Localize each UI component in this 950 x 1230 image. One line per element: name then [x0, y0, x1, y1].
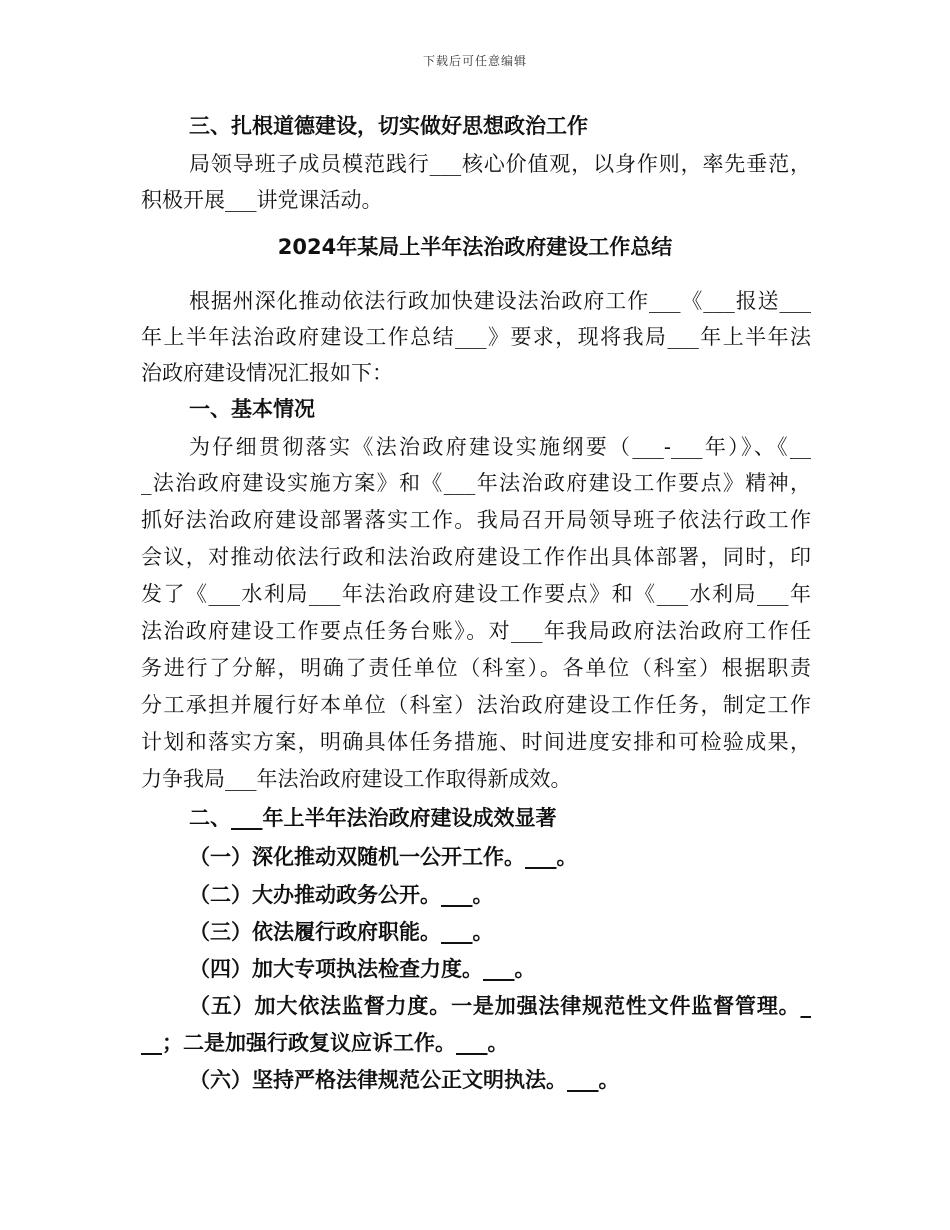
paragraph-line: 会议，对推动依法行政和法治政府建设工作作出具体部署，同时，印 [141, 545, 811, 569]
paragraph-line: 年上半年法治政府建设工作总结___》要求，现将我局___年上半年法 [141, 325, 811, 349]
paragraph-line: 为仔细贯彻落实《法治政府建设实施纲要（___-___年）》、《__ [189, 435, 811, 459]
section-heading-2: 二、___年上半年法治政府建设成效显著 [189, 806, 557, 830]
paragraph-line: 积极开展___讲党课活动。 [141, 188, 383, 212]
paragraph-line: 计划和落实方案，明确具体任务措施、时间进度安排和可检验成果， [141, 730, 811, 754]
paragraph-line: 力争我局___年法治政府建设工作取得新成效。 [141, 767, 572, 791]
paragraph-line: 发了《___水利局___年法治政府建设工作要点》和《___水利局___年 [141, 582, 811, 606]
paragraph-line: 根据州深化推动依法行政加快建设法治政府工作___《___报送___ [189, 289, 811, 313]
paragraph-line: 抓好法治政府建设部署落实工作。我局召开局领导班子依法行政工作 [141, 508, 811, 532]
list-item: （三）依法履行政府职能。___。 [189, 920, 494, 944]
list-item: （一）深化推动双随机一公开工作。___。 [189, 845, 578, 869]
paragraph-line: _法治政府建设实施方案》和《___年法治政府建设工作要点》精神， [141, 471, 811, 495]
paragraph-line: 局领导班子成员模范践行___核心价值观，以身作则，率先垂范， [189, 152, 811, 176]
paragraph-line: 分工承担并履行好本单位（科室）法治政府建设工作任务，制定工作 [141, 693, 811, 717]
list-item: （五）加大依法监督力度。一是加强法律规范性文件监督管理。_ [189, 994, 811, 1018]
paragraph-line: 法治政府建设工作要点任务台账》。对___年我局政府法治政府工作任 [141, 619, 811, 643]
list-item: （二）大办推动政务公开。___。 [189, 883, 494, 907]
list-item: （六）坚持严格法律规范公正文明执法。___。 [189, 1068, 620, 1092]
section-heading-1: 一、基本情况 [189, 397, 315, 421]
document-title: 2024年某局上半年法治政府建设工作总结 [277, 235, 673, 259]
paragraph-line: 务进行了分解，明确了责任单位（科室）。各单位（科室）根据职责 [141, 656, 811, 680]
paragraph-line: 治政府建设情况汇报如下： [141, 361, 393, 385]
list-item-continuation: __；二是加强行政复议应诉工作。___。 [141, 1031, 509, 1055]
list-item: （四）加大专项执法检查力度。___。 [189, 957, 536, 981]
section-heading-3: 三、扎根道德建设，切实做好思想政治工作 [189, 114, 588, 138]
header-note: 下载后可任意编辑 [422, 54, 527, 68]
